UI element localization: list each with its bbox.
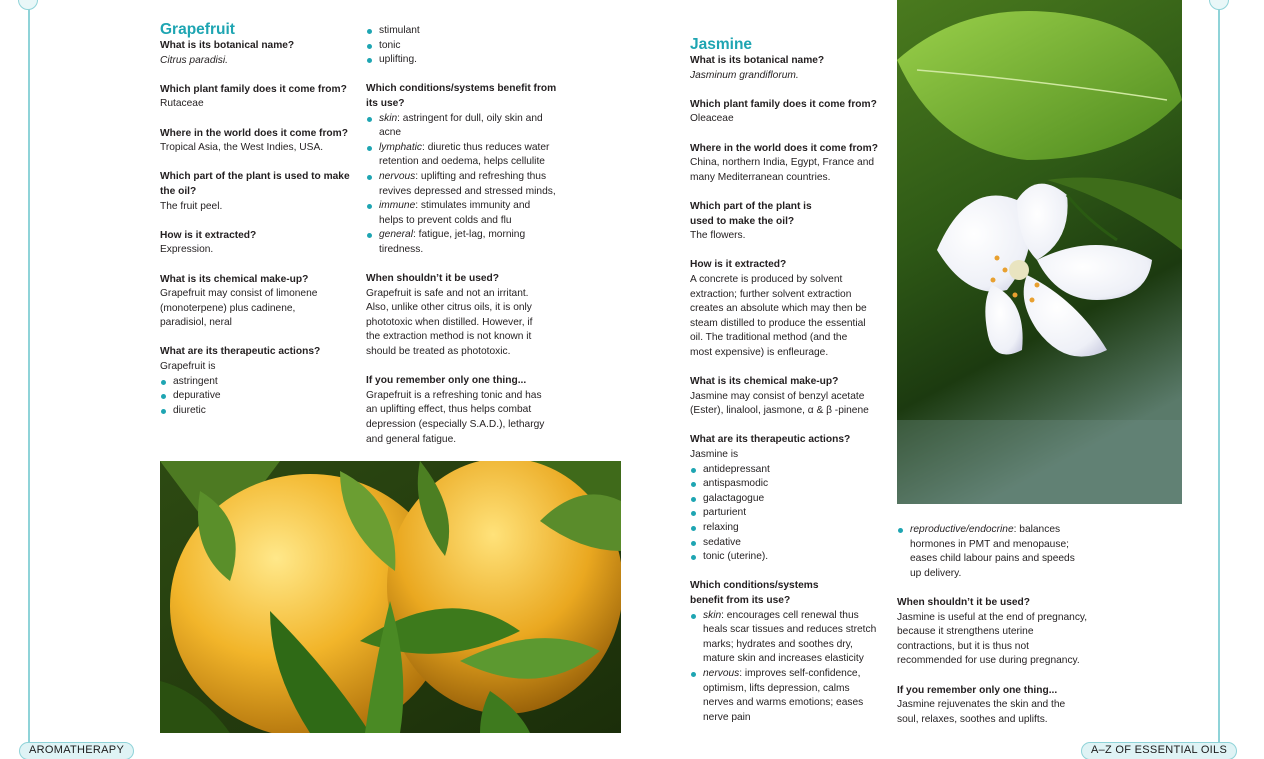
grapefruit-q-when: When shouldn’t it be used?: [366, 273, 499, 285]
text-line: the extraction method is not known it: [366, 331, 532, 343]
text-line: paradisiol, neral: [160, 317, 232, 329]
grapefruit-cond-list: [366, 112, 566, 258]
text-line: depression (especially S.A.D.), lethargy: [366, 419, 545, 431]
grapefruit-ther-intro: Grapefruit is: [160, 361, 216, 373]
jasmine-a-remember: [897, 698, 1102, 727]
grapefruit-q-part-line: Which part of the plant is used to make: [160, 171, 350, 183]
list-item: tonic: [366, 39, 566, 54]
text-line: marks; hydrates and soothes dry,: [703, 638, 853, 650]
list-item: relaxing: [690, 521, 890, 536]
jasmine-a-chem: [690, 390, 890, 419]
list-item: antidepressant: [690, 463, 890, 478]
grapefruit-a-part: The fruit peel.: [160, 200, 223, 212]
grapefruit-q-part-line: the oil?: [160, 185, 197, 197]
text-line: nerves and warms emotions; eases: [703, 697, 864, 709]
text-line: because it strengthens uterine: [897, 626, 1034, 638]
list-item: antispasmodic: [690, 477, 890, 492]
jasmine-column-1: [690, 36, 890, 725]
list-item: [690, 667, 890, 725]
jasmine-q-part-line: used to make the oil?: [690, 215, 795, 227]
text-line: : uplifting and refreshing thus: [415, 170, 547, 182]
footer-left-label: AROMATHERAPY: [19, 742, 134, 759]
system-name: lymphatic: [379, 141, 423, 153]
jasmine-q-cond-line: Which conditions/systems: [690, 580, 819, 592]
grapefruit-q-chem: What is its chemical make-up?: [160, 273, 309, 285]
jasmine-a-where: [690, 156, 890, 185]
grapefruit-a-remember: [366, 389, 566, 447]
top-right-corner-ornament: [1209, 0, 1229, 10]
text-line: China, northern India, Egypt, France and: [690, 157, 875, 169]
text-line: : stimulates immunity and: [415, 200, 531, 212]
grapefruit-a-botanical: Citrus paradisi.: [160, 54, 228, 66]
list-item: diuretic: [160, 404, 356, 419]
text-line: : improves self-confidence,: [739, 667, 861, 679]
jasmine-q-remember: If you remember only one thing...: [897, 684, 1058, 696]
grapefruit-column-1: [160, 21, 356, 418]
text-line: retention and oedema, helps cellulite: [379, 156, 545, 168]
list-item: [366, 141, 566, 170]
jasmine-title: Jasmine: [690, 36, 753, 53]
text-line: up delivery.: [910, 567, 962, 579]
text-line: A concrete is produced by solvent: [690, 273, 843, 285]
text-line: recommended for use during pregnancy.: [897, 655, 1080, 667]
text-line: nerve pain: [703, 711, 751, 723]
jasmine-q-where: Where in the world does it come from?: [690, 142, 878, 154]
grapefruit-a-extract: Expression.: [160, 244, 214, 256]
list-item: astringent: [160, 375, 356, 390]
system-name: immune: [379, 200, 416, 212]
text-line: : encourages cell renewal thus: [721, 609, 859, 621]
text-line: mature skin and increases elasticity: [703, 653, 864, 665]
jasmine-q-family: Which plant family does it come from?: [690, 98, 877, 110]
system-name: skin: [703, 609, 722, 621]
text-line: Grapefruit may consist of limonene: [160, 288, 318, 300]
system-name: skin: [379, 112, 398, 124]
left-frame-line: [28, 0, 30, 744]
list-item: parturient: [690, 506, 890, 521]
jasmine-q-extract: How is it extracted?: [690, 259, 787, 271]
list-item: [897, 523, 1102, 581]
jasmine-ther-list: [690, 463, 890, 565]
jasmine-q-chem: What is its chemical make-up?: [690, 376, 839, 388]
jasmine-a-extract: [690, 273, 890, 361]
footer-right-label: A–Z OF ESSENTIAL OILS: [1081, 742, 1237, 759]
list-item: galactagogue: [690, 492, 890, 507]
grapefruit-a-family: Rutaceae: [160, 98, 204, 110]
text-line: should be treated as phototoxic.: [366, 346, 511, 358]
text-line: soul, relaxes, soothes and uplifts.: [897, 713, 1048, 725]
text-line: heals scar tissues and reduces stretch: [703, 624, 877, 636]
jasmine-cond-list: [690, 609, 890, 726]
grapefruit-q-part: [160, 170, 356, 199]
grapefruit-title: Grapefruit: [160, 21, 235, 38]
system-name: reproductive/endocrine: [910, 524, 1014, 535]
text-line: revives depressed and stressed minds,: [379, 185, 556, 197]
list-item: [366, 112, 566, 141]
grapefruit-a-where: Tropical Asia, the West Indies, USA.: [160, 142, 324, 154]
grapefruit-column-2: [366, 24, 566, 447]
jasmine-a-when: [897, 611, 1102, 669]
system-name: general: [379, 229, 413, 241]
jasmine-a-botanical: Jasminum grandiflorum.: [690, 69, 799, 81]
jasmine-q-cond: [690, 579, 890, 608]
grapefruit-q-cond-line: Which conditions/systems benefit from: [366, 83, 557, 95]
text-line: an uplifting effect, thus helps combat: [366, 404, 532, 416]
top-left-corner-ornament: [18, 0, 38, 10]
list-item: stimulant: [366, 24, 566, 39]
system-name: nervous: [703, 667, 740, 679]
grapefruit-ther-list-cont: [366, 24, 566, 68]
list-item: sedative: [690, 536, 890, 551]
text-line: tiredness.: [379, 243, 424, 255]
grapefruit-q-cond-line: its use?: [366, 97, 405, 109]
jasmine-cond-list-cont: [897, 523, 1102, 581]
text-line: Grapefruit is a refreshing tonic and has: [366, 389, 542, 401]
text-line: steam distilled to produce the essential: [690, 317, 866, 329]
jasmine-column-2: [897, 523, 1102, 727]
text-line: Also, unlike other citrus oils, it is only: [366, 302, 532, 314]
text-line: creates an absolute which may then be: [690, 303, 867, 315]
text-line: : astringent for dull, oily skin and: [397, 112, 543, 124]
text-line: most expensive) is enfleurage.: [690, 346, 829, 358]
text-line: Jasmine is useful at the end of pregnancy,: [897, 611, 1088, 623]
jasmine-a-part: The flowers.: [690, 230, 746, 242]
jasmine-q-botanical: What is its botanical name?: [690, 55, 825, 66]
grapefruit-q-family: Which plant family does it come from?: [160, 83, 347, 95]
list-item: [366, 228, 566, 257]
text-line: (Ester), linalool, jasmone, α & β -pinene: [690, 405, 869, 417]
text-line: Grapefruit is safe and not an irritant.: [366, 287, 529, 299]
text-line: phototoxic when distilled. However, if: [366, 316, 533, 328]
list-item: [366, 199, 566, 228]
text-line: : balances: [1013, 524, 1061, 535]
jasmine-a-family: Oleaceae: [690, 113, 734, 125]
text-line: optimism, lifts depression, calms: [703, 682, 850, 694]
jasmine-q-when: When shouldn’t it be used?: [897, 596, 1030, 608]
right-frame-line: [1218, 0, 1220, 744]
grapefruit-a-chem: [160, 287, 356, 331]
grapefruit-q-botanical: What is its botanical name?: [160, 40, 295, 51]
text-line: acne: [379, 127, 402, 139]
grapefruit-q-extract: How is it extracted?: [160, 229, 257, 241]
grapefruit-ther-list: [160, 375, 356, 419]
jasmine-ther-intro: Jasmine is: [690, 449, 739, 461]
text-line: many Mediterranean countries.: [690, 171, 831, 183]
list-item: tonic (uterine).: [690, 550, 890, 565]
jasmine-q-part: [690, 200, 890, 229]
grapefruit-q-cond: [366, 82, 566, 111]
list-item: depurative: [160, 389, 356, 404]
grapefruit-a-when: [366, 287, 566, 360]
grapefruit-q-ther: What are its therapeutic actions?: [160, 346, 321, 358]
list-item: uplifting.: [366, 53, 566, 68]
text-line: and general fatigue.: [366, 433, 457, 445]
text-line: eases child labour pains and speeds: [910, 553, 1075, 565]
text-line: oil. The traditional method (and the: [690, 332, 848, 344]
text-line: Jasmine may consist of benzyl acetate: [690, 390, 865, 402]
list-item: [690, 609, 890, 667]
text-line: : fatigue, jet-lag, morning: [413, 229, 526, 241]
text-line: hormones in PMT and menopause;: [910, 538, 1069, 550]
grapefruit-q-remember: If you remember only one thing...: [366, 375, 527, 387]
grapefruit-photo: [160, 461, 621, 733]
text-line: extraction; further solvent extraction: [690, 288, 852, 300]
grapefruit-q-where: Where in the world does it come from?: [160, 127, 348, 139]
text-line: helps to prevent colds and flu: [379, 214, 512, 226]
jasmine-q-cond-line: benefit from its use?: [690, 594, 791, 606]
text-line: Jasmine rejuvenates the skin and the: [897, 699, 1066, 711]
text-line: contractions, but it is thus not: [897, 640, 1029, 652]
jasmine-q-part-line: Which part of the plant is: [690, 200, 812, 212]
text-line: : diuretic thus reduces water: [422, 141, 550, 153]
list-item: [366, 170, 566, 199]
system-name: nervous: [379, 170, 416, 182]
jasmine-q-ther: What are its therapeutic actions?: [690, 434, 851, 446]
text-line: (monoterpene) plus cadinene,: [160, 302, 296, 314]
jasmine-photo: [897, 0, 1182, 504]
